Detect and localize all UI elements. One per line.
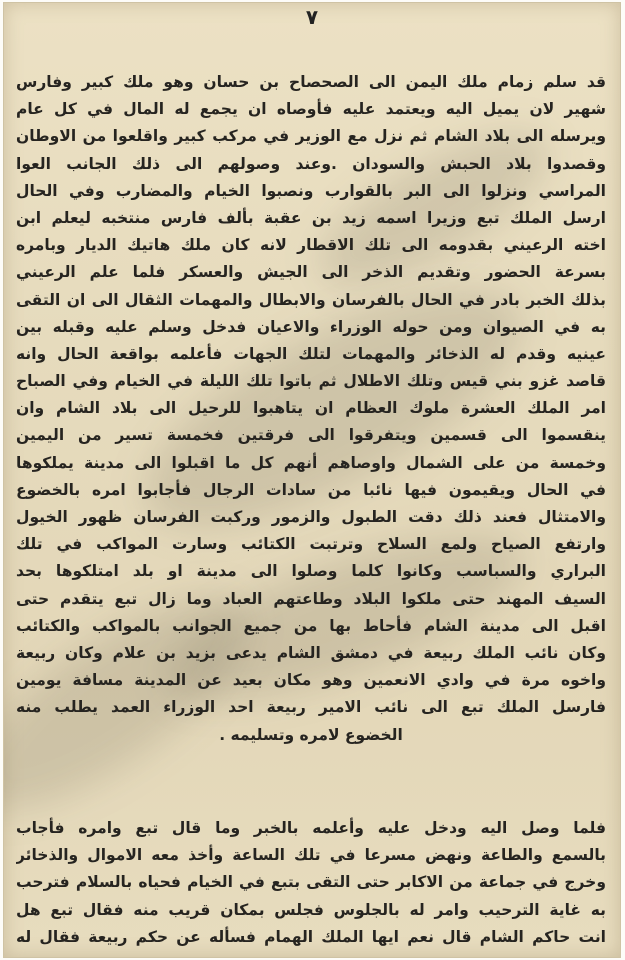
text-line: بذلك الخبر بادر في الحال بالفرسان والابطال والمهمات الثقال الى ان التقى — [16, 290, 606, 309]
text-line: انت حاكم الشام قال نعم ايها الملك الهمام فسأله عن حكم ربيعة فقال له — [16, 927, 606, 946]
text-line: السيف المهند حتى ملكوا البلاد وطاعتهم العباد وما زال تبع يتقدم حتى — [16, 589, 606, 608]
page-number: ٧ — [305, 5, 319, 29]
paragraph — [16, 815, 606, 951]
text-line: اخته الرعيني بقدومه الى تلك الاقطار لانه كان ملك هاتيك الديار وبامره — [16, 236, 606, 255]
text-line: وكان نائب الملك ربيعة في دمشق الشام يدعى بزيد بن علام وكان ربيعة — [16, 643, 606, 662]
text-line: فلما وصل اليه ودخل عليه وأعلمه بالخبر وما قال تبع وامره فأجاب — [16, 819, 606, 837]
text-line: اقبل الى مدينة الشام فأحاط بها من جميع الجوانب بالمواكب والكتائب — [16, 616, 606, 635]
text-line: ارسل الملك تبع وزيرا اسمه زيد بن عقبة بألف فارس منتخبه ليعلم ابن — [16, 208, 606, 227]
text-line: والامتثال فعند ذلك دقت الطبول والزمور وركبت الفرسان ظهور الخيول — [16, 508, 606, 526]
paragraph — [16, 69, 606, 749]
text-line: واخوه مرة في وادي الانعمين وهو مكان بعيد عن المدينة مسافة يومين — [16, 671, 606, 690]
text-line: وارتفع الصياح ولمع السلاح وترتبت الكتائب وسارت المواكب في تلك — [16, 535, 606, 554]
text-line: وقصدوا بلاد الحبش والسودان .وعند وصولهم الى ذلك الجانب العوا — [16, 154, 606, 173]
text-line: به في الصيوان ومن حوله الوزراء والاعيان فدخل وسلم عليه وقبله بين — [16, 317, 606, 336]
text-line: بالسمع والطاعة ونهض مسرعا في تلك الساعة وأخذ معه الاموال والذخائر — [16, 846, 606, 865]
text-line: قد سلم زمام ملك اليمن الى الصحصاح بن حسان وهو ملك كبير وفارس — [16, 73, 606, 91]
text-line: المراسي ونزلوا الى البر بالقوارب ونصبوا الخيام والمضارب وفي الحال — [16, 181, 606, 200]
text-line: ويرسله الى بلاد الشام ثم نزل مع الوزير في مركب كبير واقلعوا من الاوطان — [16, 127, 606, 146]
text-line: بسرعة الحضور وتقديم الذخر الى الجيش والعسكر فلما علم الرعيني — [16, 263, 606, 282]
text-line: ينقسموا الى قسمين ويتفرقوا الى فرقتين فخمسة تسير من اليمين — [16, 426, 606, 445]
text-line: شهير لان يميل اليه ويعتمد عليه فأوصاه ان يجمع له المال في كل عام — [16, 100, 606, 119]
text-line: عينيه وقدم له الذخائر والمهمات لتلك الجهات فأعلمه بواقعة الحال وانه — [16, 344, 606, 363]
scanned-page — [3, 2, 621, 958]
text-line: قاصد غزو بني قيس وتلك الاطلال ثم باتوا تلك الليلة في الخيام وفي الصباح — [16, 372, 606, 391]
text-line: في الحال ويقيمون فيها نائبا من سادات الرجال فأجابوا امره بالخضوع — [16, 480, 606, 499]
text-line: فارسل الملك تبع الى نائب الامير ربيعة احد الوزراء العمد يطلب منه — [16, 698, 606, 717]
text-line: الخضوع لامره وتسليمه . — [219, 725, 403, 744]
text-line: وخمسة من على الشمال واوصاهم أنهم كل ما اقبلوا الى مدينة يملكوها — [16, 453, 606, 472]
text-line: به غاية الترحيب وامر له بالجلوس فجلس بمكان قريب منه فقال تبع هل — [16, 900, 606, 919]
text-line: البراري والسباسب وكانوا كلما وصلوا الى مدينة او بلد امتلكوها بحد — [16, 562, 606, 581]
text-line: وخرج في جماعة من الاكابر حتى التقى بتبع في الخيام فحياه بالسلام فترحب — [16, 873, 606, 892]
text-line: امر الملك العشرة ملوك العظام ان يتاهبوا للرحيل الى بلاد الشام وان — [16, 399, 606, 418]
